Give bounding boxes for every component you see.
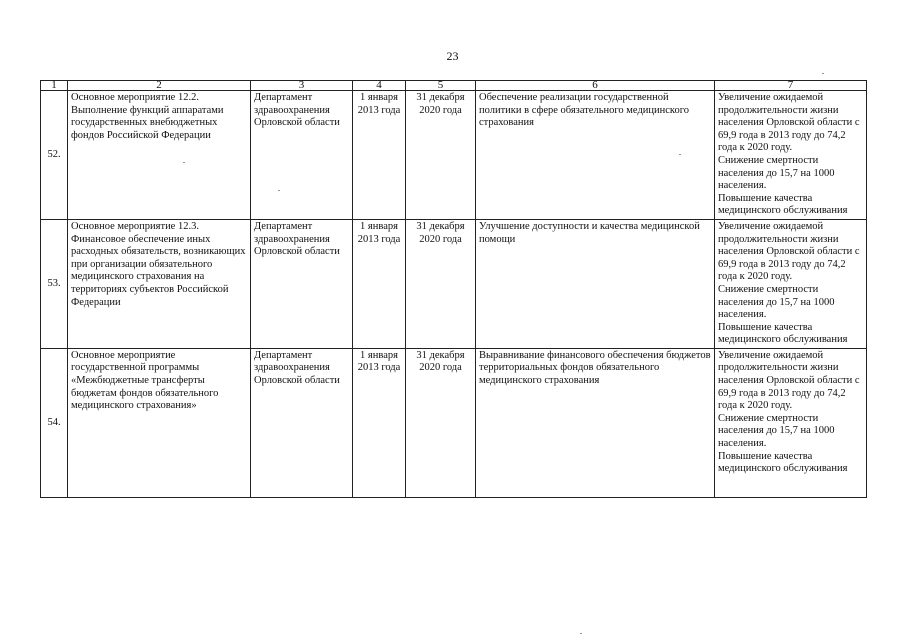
table-row: [41, 91, 867, 220]
row-number: 52.: [41, 91, 68, 220]
table-row: [41, 219, 867, 348]
row-number: 53.: [41, 219, 68, 348]
column-header: 3: [251, 81, 353, 91]
column-header: 5: [406, 81, 476, 91]
content-cell: Обеспечение реализации государственной политики в сфере обязательного медицинского страхования: [476, 91, 715, 220]
executor-cell: Департамент здравоохранения Орловской области: [251, 219, 353, 348]
result-line: Увеличение ожидаемой продолжительности жизни населения Орловской области с 69,9 года в 2013 году до 74,2 года к 2020 году.: [718, 92, 860, 154]
page-number: 23: [446, 49, 459, 63]
scan-speck: [580, 633, 582, 634]
result-line: Снижение смертности населения до 15,7 на 1000 населения.: [718, 154, 835, 192]
result-line: Снижение смертности населения до 15,7 на 1000 населения.: [718, 412, 835, 450]
row-number: 54.: [41, 348, 68, 497]
activity-cell: Основное мероприятие 12.2. Выполнение функций аппаратами государственных внебюджетных фондов Российской Федерации: [68, 91, 251, 220]
end-date-cell: 31 декабря 2020 года: [406, 219, 476, 348]
result-line: Увеличение ожидаемой продолжительности жизни населения Орловской области с 69,9 года в 2013 году до 74,2 года к 2020 году.: [718, 220, 860, 283]
end-date-cell: 31 декабря 2020 года: [406, 91, 476, 220]
table-row: [41, 348, 867, 497]
executor-cell: Департамент здравоохранения Орловской области: [251, 91, 353, 220]
executor-cell: Департамент здравоохранения Орловской области: [251, 348, 353, 497]
scan-speck: [822, 73, 824, 74]
activity-cell: Основное мероприятие 12.3. Финансовое обеспечение иных расходных обязательств, возникающих при организации обязательного медицинского страхования на территориях субъектов Российской Федерации: [68, 219, 251, 348]
result-cell: [715, 91, 867, 220]
column-header: 1: [41, 81, 68, 91]
result-line: Повышение качества медицинского обслуживания: [718, 321, 848, 346]
result-line: Снижение смертности населения до 15,7 на 1000 населения.: [718, 283, 835, 321]
result-line: Повышение качества медицинского обслуживания: [718, 450, 848, 475]
result-line: Повышение качества медицинского обслуживания: [718, 192, 848, 217]
start-date-cell: 1 января 2013 года: [353, 91, 406, 220]
result-cell: [715, 348, 867, 497]
end-date-cell: 31 декабря 2020 года: [406, 348, 476, 497]
content-cell: Выравнивание финансового обеспечения бюджетов территориальных фондов обязательного медицинского страхования: [476, 348, 715, 497]
result-cell: [715, 219, 867, 348]
column-header: 2: [68, 81, 251, 91]
header-row: [41, 81, 867, 91]
scan-speck: [278, 190, 280, 191]
scan-speck: [183, 162, 185, 163]
scan-speck: [679, 154, 681, 155]
content-cell: Улучшение доступности и качества медицинской помощи: [476, 219, 715, 348]
column-header: 7: [715, 81, 867, 91]
column-header: 6: [476, 81, 715, 91]
column-header: 4: [353, 81, 406, 91]
start-date-cell: 1 января 2013 года: [353, 219, 406, 348]
program-activities-table: [40, 80, 867, 498]
result-line: Увеличение ожидаемой продолжительности жизни населения Орловской области с 69,9 года в 2013 году до 74,2 года к 2020 году.: [718, 349, 860, 412]
activity-cell: Основное мероприятие государственной программы «Межбюджетные трансферты бюджетам фондов обязательного медицинского страхования»: [68, 348, 251, 497]
start-date-cell: 1 января 2013 года: [353, 348, 406, 497]
